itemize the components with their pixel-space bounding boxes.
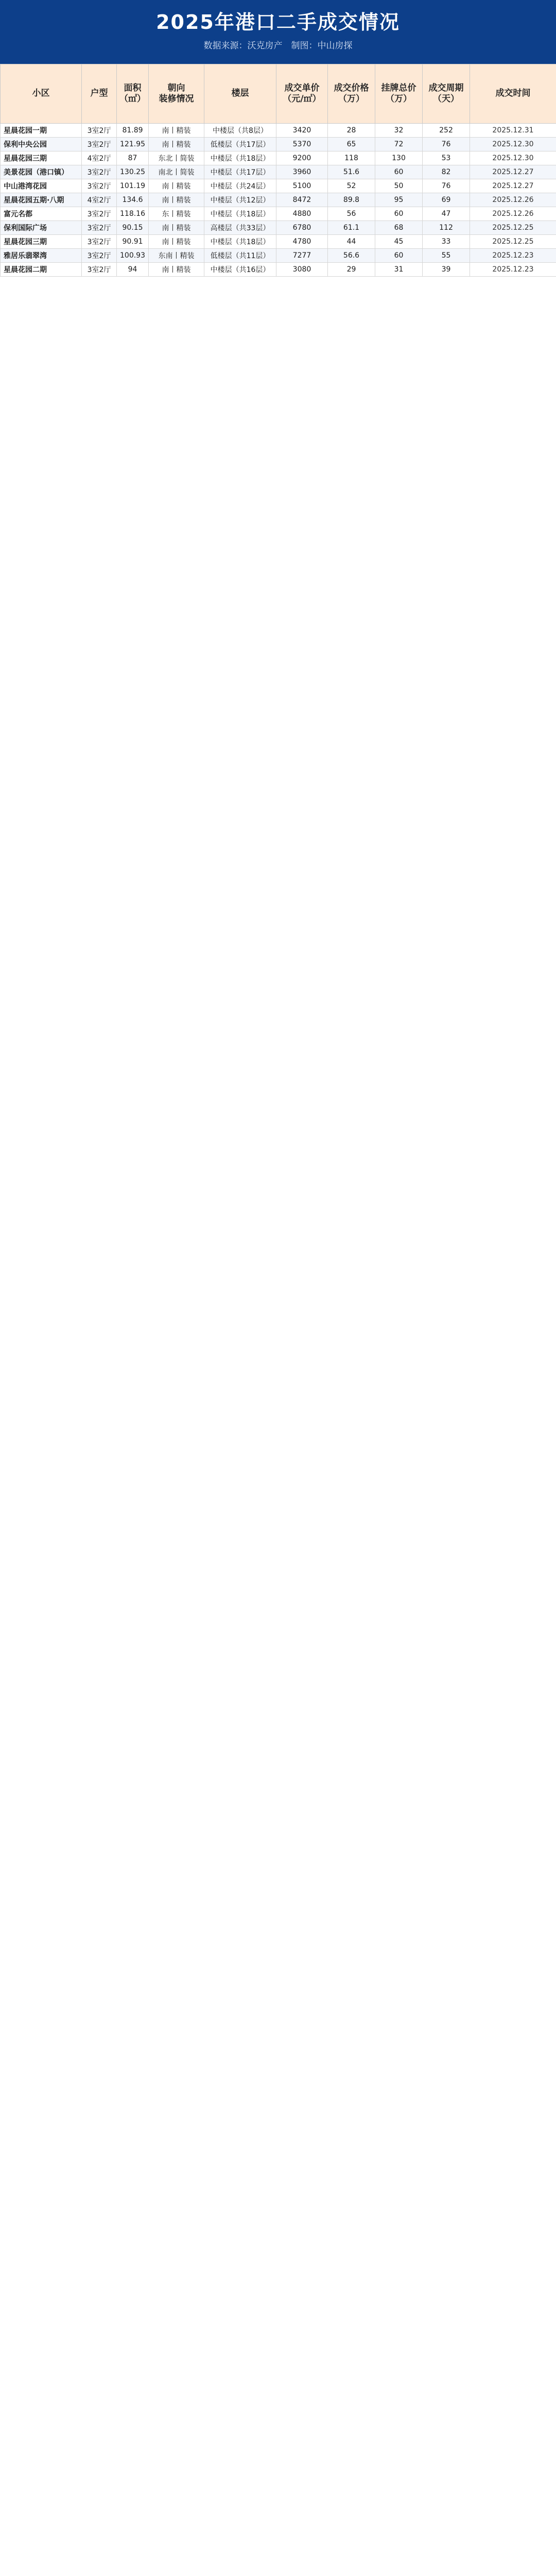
col-community-cell: 星晨花园一期 bbox=[1, 124, 82, 138]
table-row bbox=[1, 263, 556, 277]
col-deal-price-cell: 61.1 bbox=[328, 221, 375, 235]
col-cycle-cell: 76 bbox=[423, 179, 470, 193]
col-deal-price-cell: 51.6 bbox=[328, 165, 375, 179]
col-floor-cell: 中楼层（共18层） bbox=[204, 151, 276, 165]
col-unit-price-cell: 5370 bbox=[276, 138, 328, 151]
col-unit-price-cell: 7277 bbox=[276, 249, 328, 263]
table-row bbox=[1, 165, 556, 179]
col-orientation-cell: 南丨精装 bbox=[149, 124, 204, 138]
col-unit-price-cell: 4780 bbox=[276, 235, 328, 249]
col-area-cell: 121.95 bbox=[117, 138, 149, 151]
page-title: 2025年港口二手成交情况 bbox=[156, 11, 400, 33]
col-community-cell: 富元名都 bbox=[1, 207, 82, 221]
col-orientation-cell: 南丨精装 bbox=[149, 193, 204, 207]
col-deal-price-cell: 29 bbox=[328, 263, 375, 277]
col-floor-cell: 高楼层（共33层） bbox=[204, 221, 276, 235]
col-layout-cell: 4室2厅 bbox=[82, 193, 117, 207]
col-date-header: 成交时间 bbox=[470, 64, 556, 124]
table-body bbox=[1, 124, 556, 277]
col-floor-cell: 中楼层（共18层） bbox=[204, 235, 276, 249]
table-row bbox=[1, 151, 556, 165]
col-floor-cell: 中楼层（共17层） bbox=[204, 165, 276, 179]
col-list-price-cell: 60 bbox=[375, 249, 423, 263]
col-area-cell: 81.89 bbox=[117, 124, 149, 138]
col-date-cell: 2025.12.27 bbox=[470, 179, 556, 193]
col-deal-price-cell: 118 bbox=[328, 151, 375, 165]
col-cycle-cell: 69 bbox=[423, 193, 470, 207]
col-cycle-cell: 39 bbox=[423, 263, 470, 277]
table-row bbox=[1, 193, 556, 207]
col-list-price-header: 挂牌总价 （万） bbox=[375, 64, 423, 124]
col-cycle-header: 成交周期 （天） bbox=[423, 64, 470, 124]
col-community-cell: 星晨花园五期·八期 bbox=[1, 193, 82, 207]
col-date-cell: 2025.12.26 bbox=[470, 193, 556, 207]
col-floor-cell: 中楼层（共18层） bbox=[204, 207, 276, 221]
col-area-header: 面积 （㎡） bbox=[117, 64, 149, 124]
col-layout-cell: 3室2厅 bbox=[82, 249, 117, 263]
col-list-price-cell: 68 bbox=[375, 221, 423, 235]
col-community-cell: 雅居乐翡翠湾 bbox=[1, 249, 82, 263]
col-cycle-cell: 53 bbox=[423, 151, 470, 165]
col-community-cell: 保利中央公园 bbox=[1, 138, 82, 151]
col-layout-cell: 3室2厅 bbox=[82, 124, 117, 138]
col-floor-cell: 中楼层（共16层） bbox=[204, 263, 276, 277]
col-unit-price-cell: 4880 bbox=[276, 207, 328, 221]
col-list-price-cell: 50 bbox=[375, 179, 423, 193]
col-floor-cell: 中楼层（共24层） bbox=[204, 179, 276, 193]
col-orientation-header: 朝向 装修情况 bbox=[149, 64, 204, 124]
col-area-cell: 87 bbox=[117, 151, 149, 165]
col-cycle-cell: 112 bbox=[423, 221, 470, 235]
col-unit-price-cell: 3420 bbox=[276, 124, 328, 138]
col-unit-price-cell: 5100 bbox=[276, 179, 328, 193]
col-date-cell: 2025.12.27 bbox=[470, 165, 556, 179]
col-area-cell: 90.91 bbox=[117, 235, 149, 249]
col-cycle-cell: 33 bbox=[423, 235, 470, 249]
col-date-cell: 2025.12.25 bbox=[470, 235, 556, 249]
col-community-cell: 星晨花园二期 bbox=[1, 263, 82, 277]
col-list-price-cell: 95 bbox=[375, 193, 423, 207]
col-orientation-cell: 南丨精装 bbox=[149, 263, 204, 277]
col-unit-price-cell: 6780 bbox=[276, 221, 328, 235]
col-unit-price-cell: 9200 bbox=[276, 151, 328, 165]
col-area-cell: 134.6 bbox=[117, 193, 149, 207]
col-community-cell: 星晨花园三期 bbox=[1, 151, 82, 165]
col-deal-price-cell: 52 bbox=[328, 179, 375, 193]
col-cycle-cell: 47 bbox=[423, 207, 470, 221]
col-deal-price-cell: 65 bbox=[328, 138, 375, 151]
col-date-cell: 2025.12.30 bbox=[470, 151, 556, 165]
col-deal-price-cell: 28 bbox=[328, 124, 375, 138]
col-deal-price-header: 成交价格 （万） bbox=[328, 64, 375, 124]
col-deal-price-cell: 56 bbox=[328, 207, 375, 221]
col-date-cell: 2025.12.31 bbox=[470, 124, 556, 138]
col-date-cell: 2025.12.23 bbox=[470, 263, 556, 277]
col-floor-cell: 中楼层（共12层） bbox=[204, 193, 276, 207]
col-cycle-cell: 82 bbox=[423, 165, 470, 179]
col-layout-cell: 3室2厅 bbox=[82, 207, 117, 221]
col-list-price-cell: 31 bbox=[375, 263, 423, 277]
transactions-table bbox=[0, 64, 556, 277]
col-orientation-cell: 东丨精装 bbox=[149, 207, 204, 221]
col-unit-price-header: 成交单价 （元/㎡） bbox=[276, 64, 328, 124]
table-row bbox=[1, 249, 556, 263]
table-row bbox=[1, 179, 556, 193]
col-floor-cell: 低楼层（共11层） bbox=[204, 249, 276, 263]
col-layout-cell: 3室2厅 bbox=[82, 165, 117, 179]
col-orientation-cell: 东南丨精装 bbox=[149, 249, 204, 263]
col-orientation-cell: 南丨精装 bbox=[149, 179, 204, 193]
col-floor-cell: 中楼层（共8层） bbox=[204, 124, 276, 138]
col-date-cell: 2025.12.25 bbox=[470, 221, 556, 235]
col-layout-cell: 3室2厅 bbox=[82, 235, 117, 249]
page bbox=[0, 0, 556, 277]
col-community-cell: 保利国际广场 bbox=[1, 221, 82, 235]
col-area-cell: 90.15 bbox=[117, 221, 149, 235]
col-community-cell: 美景花园（港口镇） bbox=[1, 165, 82, 179]
col-date-cell: 2025.12.23 bbox=[470, 249, 556, 263]
table-row bbox=[1, 221, 556, 235]
col-orientation-cell: 东北丨简装 bbox=[149, 151, 204, 165]
col-unit-price-cell: 3960 bbox=[276, 165, 328, 179]
col-orientation-cell: 南丨精装 bbox=[149, 235, 204, 249]
col-unit-price-cell: 8472 bbox=[276, 193, 328, 207]
col-list-price-cell: 130 bbox=[375, 151, 423, 165]
col-floor-header: 楼层 bbox=[204, 64, 276, 124]
col-orientation-cell: 南北丨简装 bbox=[149, 165, 204, 179]
col-area-cell: 100.93 bbox=[117, 249, 149, 263]
table-row bbox=[1, 207, 556, 221]
col-list-price-cell: 60 bbox=[375, 207, 423, 221]
col-orientation-cell: 南丨精装 bbox=[149, 221, 204, 235]
col-unit-price-cell: 3080 bbox=[276, 263, 328, 277]
col-deal-price-cell: 56.6 bbox=[328, 249, 375, 263]
col-floor-cell: 低楼层（共17层） bbox=[204, 138, 276, 151]
col-community-cell: 中山港湾花园 bbox=[1, 179, 82, 193]
col-cycle-cell: 55 bbox=[423, 249, 470, 263]
header-banner bbox=[0, 0, 556, 64]
col-deal-price-cell: 89.8 bbox=[328, 193, 375, 207]
col-orientation-cell: 南丨精装 bbox=[149, 138, 204, 151]
col-area-cell: 101.19 bbox=[117, 179, 149, 193]
col-area-cell: 130.25 bbox=[117, 165, 149, 179]
col-cycle-cell: 76 bbox=[423, 138, 470, 151]
col-list-price-cell: 32 bbox=[375, 124, 423, 138]
col-deal-price-cell: 44 bbox=[328, 235, 375, 249]
col-layout-cell: 4室2厅 bbox=[82, 151, 117, 165]
table-row bbox=[1, 138, 556, 151]
col-cycle-cell: 252 bbox=[423, 124, 470, 138]
col-community-header: 小区 bbox=[1, 64, 82, 124]
col-layout-cell: 3室2厅 bbox=[82, 263, 117, 277]
col-list-price-cell: 60 bbox=[375, 165, 423, 179]
col-layout-cell: 3室2厅 bbox=[82, 138, 117, 151]
col-list-price-cell: 45 bbox=[375, 235, 423, 249]
table-row bbox=[1, 124, 556, 138]
col-area-cell: 94 bbox=[117, 263, 149, 277]
col-layout-cell: 3室2厅 bbox=[82, 221, 117, 235]
col-date-cell: 2025.12.30 bbox=[470, 138, 556, 151]
col-community-cell: 星晨花园三期 bbox=[1, 235, 82, 249]
col-layout-header: 户型 bbox=[82, 64, 117, 124]
col-layout-cell: 3室2厅 bbox=[82, 179, 117, 193]
col-list-price-cell: 72 bbox=[375, 138, 423, 151]
table-header-row bbox=[1, 64, 556, 124]
table-row bbox=[1, 235, 556, 249]
col-area-cell: 118.16 bbox=[117, 207, 149, 221]
page-subtitle: 数据来源：沃克房产 制图：中山房探 bbox=[203, 41, 353, 51]
col-date-cell: 2025.12.26 bbox=[470, 207, 556, 221]
